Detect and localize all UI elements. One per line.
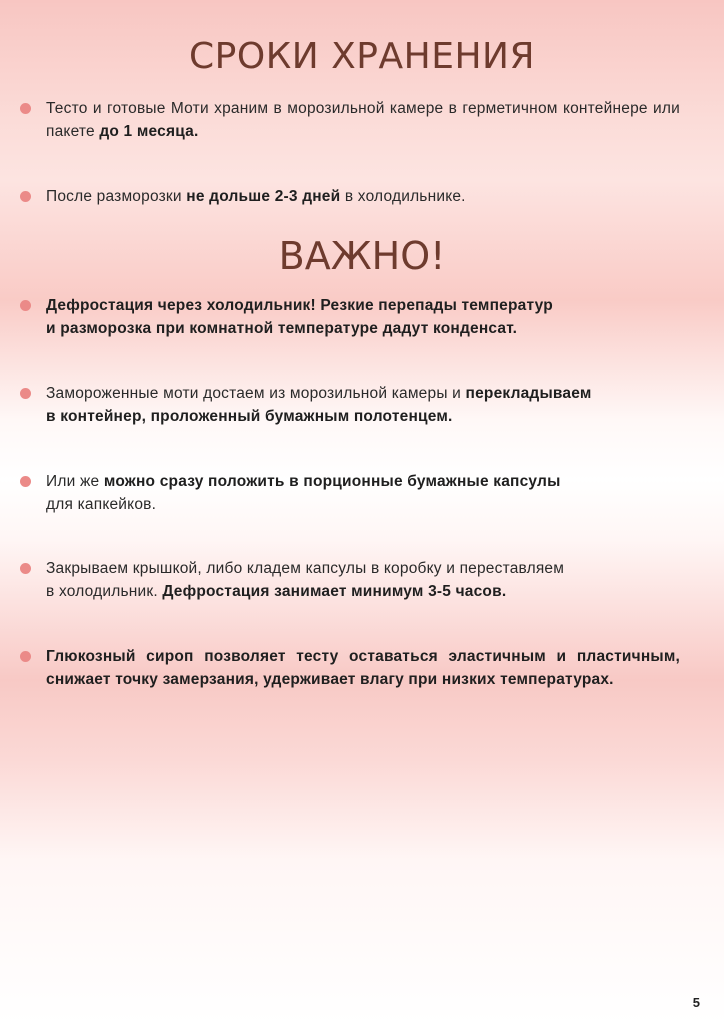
storage-item-1-text-part: Тесто и готовые Моти храним в морозильной камере в герметичном контейнере или пакете <box>46 100 680 140</box>
important-item-3-line-2: для капкейков. <box>46 496 157 513</box>
important-title: ВАЖНО! <box>278 234 446 278</box>
important-item-3-line-1 <box>46 470 680 493</box>
important-item-4 <box>20 557 680 603</box>
important-item-5-bold: Глюкозный сироп позволяет тесту оставаться эластичным и пластичным, снижает точку замерзания, удерживает влагу при низких температурах. <box>46 648 680 688</box>
storage-item-2-bold: не дольше 2-3 дней <box>186 188 341 205</box>
important-item-2-text <box>46 382 680 428</box>
important-item-3-text-part: Или же <box>46 473 104 490</box>
bullet-dot-icon <box>20 563 31 574</box>
storage-item-2-text-part-1: После разморозки <box>46 188 187 205</box>
important-item-4-line-1: Закрываем крышкой, либо кладем капсулы в коробку и переставляем <box>46 560 565 577</box>
important-item-4-text-part: в холодильник. <box>46 583 163 600</box>
important-item-1-bold-line-1: Дефростация через холодильник! Резкие перепады температур <box>46 297 553 314</box>
important-item-2-bold-line-2: в контейнер, проложенный бумажным полотенцем. <box>46 408 453 425</box>
important-item-3-text <box>46 470 680 516</box>
storage-item-1-text <box>46 97 680 143</box>
important-item-1-text <box>46 294 680 340</box>
storage-item-1-bold: до 1 месяца. <box>99 123 199 140</box>
important-item-5-text <box>46 645 680 691</box>
storage-item-1 <box>20 97 680 143</box>
bullet-dot-icon <box>20 651 31 662</box>
important-item-5 <box>20 645 680 691</box>
bullet-dot-icon <box>20 300 31 311</box>
bullet-dot-icon <box>20 388 31 399</box>
important-item-4-text <box>46 557 680 603</box>
important-item-4-bold: Дефростация занимает минимум 3-5 часов. <box>162 583 507 600</box>
important-item-3 <box>20 470 680 516</box>
important-item-1 <box>20 294 680 340</box>
important-item-2 <box>20 382 680 428</box>
bullet-dot-icon <box>20 476 31 487</box>
important-item-2-line-1 <box>46 382 680 405</box>
page-number: 5 <box>692 995 700 1010</box>
storage-item-2 <box>20 185 680 208</box>
storage-item-2-text-part-2: в холодильнике. <box>340 188 466 205</box>
storage-title: СРОКИ ХРАНЕНИЯ <box>189 36 535 77</box>
important-item-4-line-2 <box>46 580 680 603</box>
important-item-3-bold: можно сразу положить в порционные бумажные капсулы <box>103 473 561 490</box>
important-item-2-bold: перекладываем <box>465 385 592 402</box>
important-item-1-bold-line-2: и разморозка при комнатной температуре дадут конденсат. <box>46 320 518 337</box>
storage-item-2-text <box>46 185 680 208</box>
important-item-2-text-part: Замороженные моти достаем из морозильной камеры и <box>46 385 466 402</box>
bullet-dot-icon <box>20 191 31 202</box>
bullet-dot-icon <box>20 103 31 114</box>
